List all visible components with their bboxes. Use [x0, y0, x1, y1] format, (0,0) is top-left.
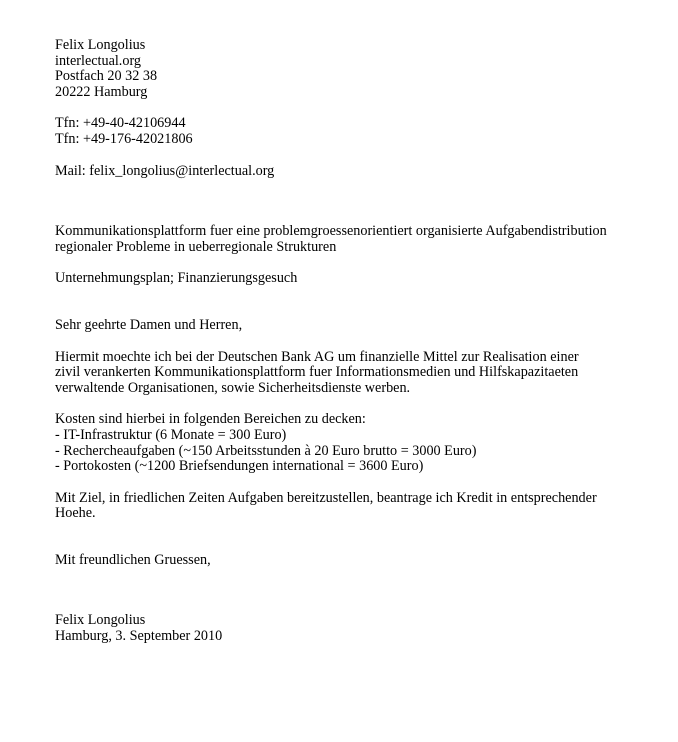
spacer — [55, 475, 655, 491]
sender-mail: Mail: felix_longolius@interlectual.org — [55, 162, 275, 179]
spacer — [55, 179, 655, 224]
cost-item: - Portokosten (~1200 Briefsendungen international = 3600 Euro) — [55, 458, 424, 475]
spacer — [55, 568, 655, 613]
intro-line: verwaltende Organisationen, sowie Sicherheitsdienste werben. — [55, 379, 411, 396]
costs-heading: Kosten sind hierbei in folgenden Bereichen zu decken: — [55, 411, 366, 428]
signature-name: Felix Longolius — [55, 612, 146, 629]
closing-paragraph — [55, 491, 655, 522]
spacer — [55, 334, 655, 350]
letter-page — [55, 38, 655, 645]
sender-phones — [55, 116, 655, 147]
sender-phone-2: Tfn: +49-176-42021806 — [55, 130, 193, 147]
sender-phone-1: Tfn: +49-40-42106944 — [55, 115, 186, 132]
spacer — [55, 255, 655, 271]
signature-block — [55, 613, 655, 644]
spacer — [55, 100, 655, 116]
sender-city: 20222 Hamburg — [55, 83, 148, 100]
cost-item: - Rechercheaufgaben (~150 Arbeitsstunden à 20 Euro brutto = 3000 Euro) — [55, 442, 477, 459]
spacer — [55, 522, 655, 553]
sender-name: Felix Longolius — [55, 37, 146, 53]
closing-line: Mit Ziel, in friedlichen Zeiten Aufgaben bereitzustellen, beantrage ich Kredit in entsprechender — [55, 489, 597, 506]
spacer — [55, 148, 655, 164]
cost-item: - IT-Infrastruktur (6 Monate = 300 Euro) — [55, 426, 287, 443]
subject-type: Unternehmungsplan; Finanzierungsgesuch — [55, 270, 298, 287]
closing-line: Hoehe. — [55, 505, 96, 522]
spacer — [55, 287, 655, 318]
sender-website: interlectual.org — [55, 52, 142, 69]
salutation: Sehr geehrte Damen und Herren, — [55, 316, 243, 333]
intro-line: zivil verankerten Kommunikationsplattform fuer Informationsmedien und Hilfskapazitaeten — [55, 364, 579, 381]
costs-section — [55, 412, 655, 474]
signature-place-date: Hamburg, 3. September 2010 — [55, 628, 223, 645]
subject-line-2: regionaler Probleme in ueberregionale Strukturen — [55, 238, 337, 255]
sender-postbox: Postfach 20 32 38 — [55, 68, 158, 85]
spacer — [55, 396, 655, 412]
intro-line: Hiermit moechte ich bei der Deutschen Bank AG um finanzielle Mittel zur Realisation einer — [55, 348, 579, 365]
regards: Mit freundlichen Gruessen, — [55, 551, 211, 568]
subject-title — [55, 224, 655, 255]
sender-address — [55, 38, 655, 100]
intro-paragraph — [55, 350, 655, 397]
subject-line-1: Kommunikationsplattform fuer eine problemgroessenorientiert organisierte Aufgabendistribution — [55, 223, 607, 240]
